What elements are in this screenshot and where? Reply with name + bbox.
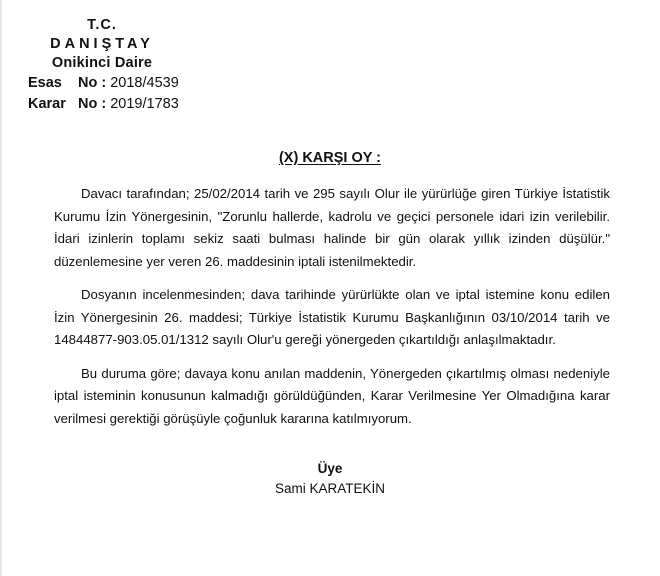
- chamber-name: Onikinci Daire: [51, 55, 153, 71]
- karar-no-label: No :: [78, 96, 107, 112]
- document-body: [54, 183, 610, 441]
- dissent-title: (X) KARŞI OY :: [278, 150, 382, 166]
- esas-label: Esas: [28, 75, 62, 91]
- paragraph-3: Bu duruma göre; davaya konu anılan maddenin, Yönergeden çıkartılmış olması nedeniyle iptal isteminin konusunun kalmadığı görüldüğünden, Karar Verilmesine Yer Olmadığına karar verilmesi gerektiği görüşüyle çoğunluk kararına katılmıyorum.: [54, 365, 610, 426]
- signature-block: [0, 459, 660, 499]
- paragraph-1: Davacı tarafından; 25/02/2014 tarih ve 295 sayılı Olur ile yürürlüğe giren Türkiye İstatistik Kurumu İzin Yönergesinin, "Zorunlu hallerde, kadrolu ve geçici personele idari izin verilebilir. İdari izinlerin toplamı sekiz saati bulması halinde bir gün olarak yıllık izinden düşülür." düzenlemesine yer veren 26. maddesinin iptali istenilmektedir.: [54, 186, 610, 269]
- karar-number: 2019/1783: [110, 96, 179, 112]
- dissent-title-block: [0, 150, 660, 166]
- karar-label: Karar: [28, 96, 66, 112]
- document-header: [28, 16, 268, 115]
- esas-row: [28, 73, 268, 94]
- signature-name: Sami KARATEKİN: [274, 481, 386, 496]
- court-name: DANIŞTAY: [50, 36, 154, 52]
- karar-row: [28, 94, 268, 115]
- country-label: T.C.: [87, 17, 117, 33]
- esas-number: 2018/4539: [110, 75, 179, 91]
- signature-role: Üye: [317, 461, 343, 476]
- paragraph-2: Dosyanın incelenmesinden; dava tarihinde yürürlükte olan ve iptal istemine konu edilen İzin Yönergesinin 26. maddesi; Türkiye İstatistik Kurumu Başkanlığının 03/10/2014 tarih ve 14844877-903.05.01/1312 sayılı Olur'u gereği yönergeden çıkartıldığı anlaşılmaktadır.: [54, 287, 610, 347]
- esas-no-label: No :: [78, 75, 107, 91]
